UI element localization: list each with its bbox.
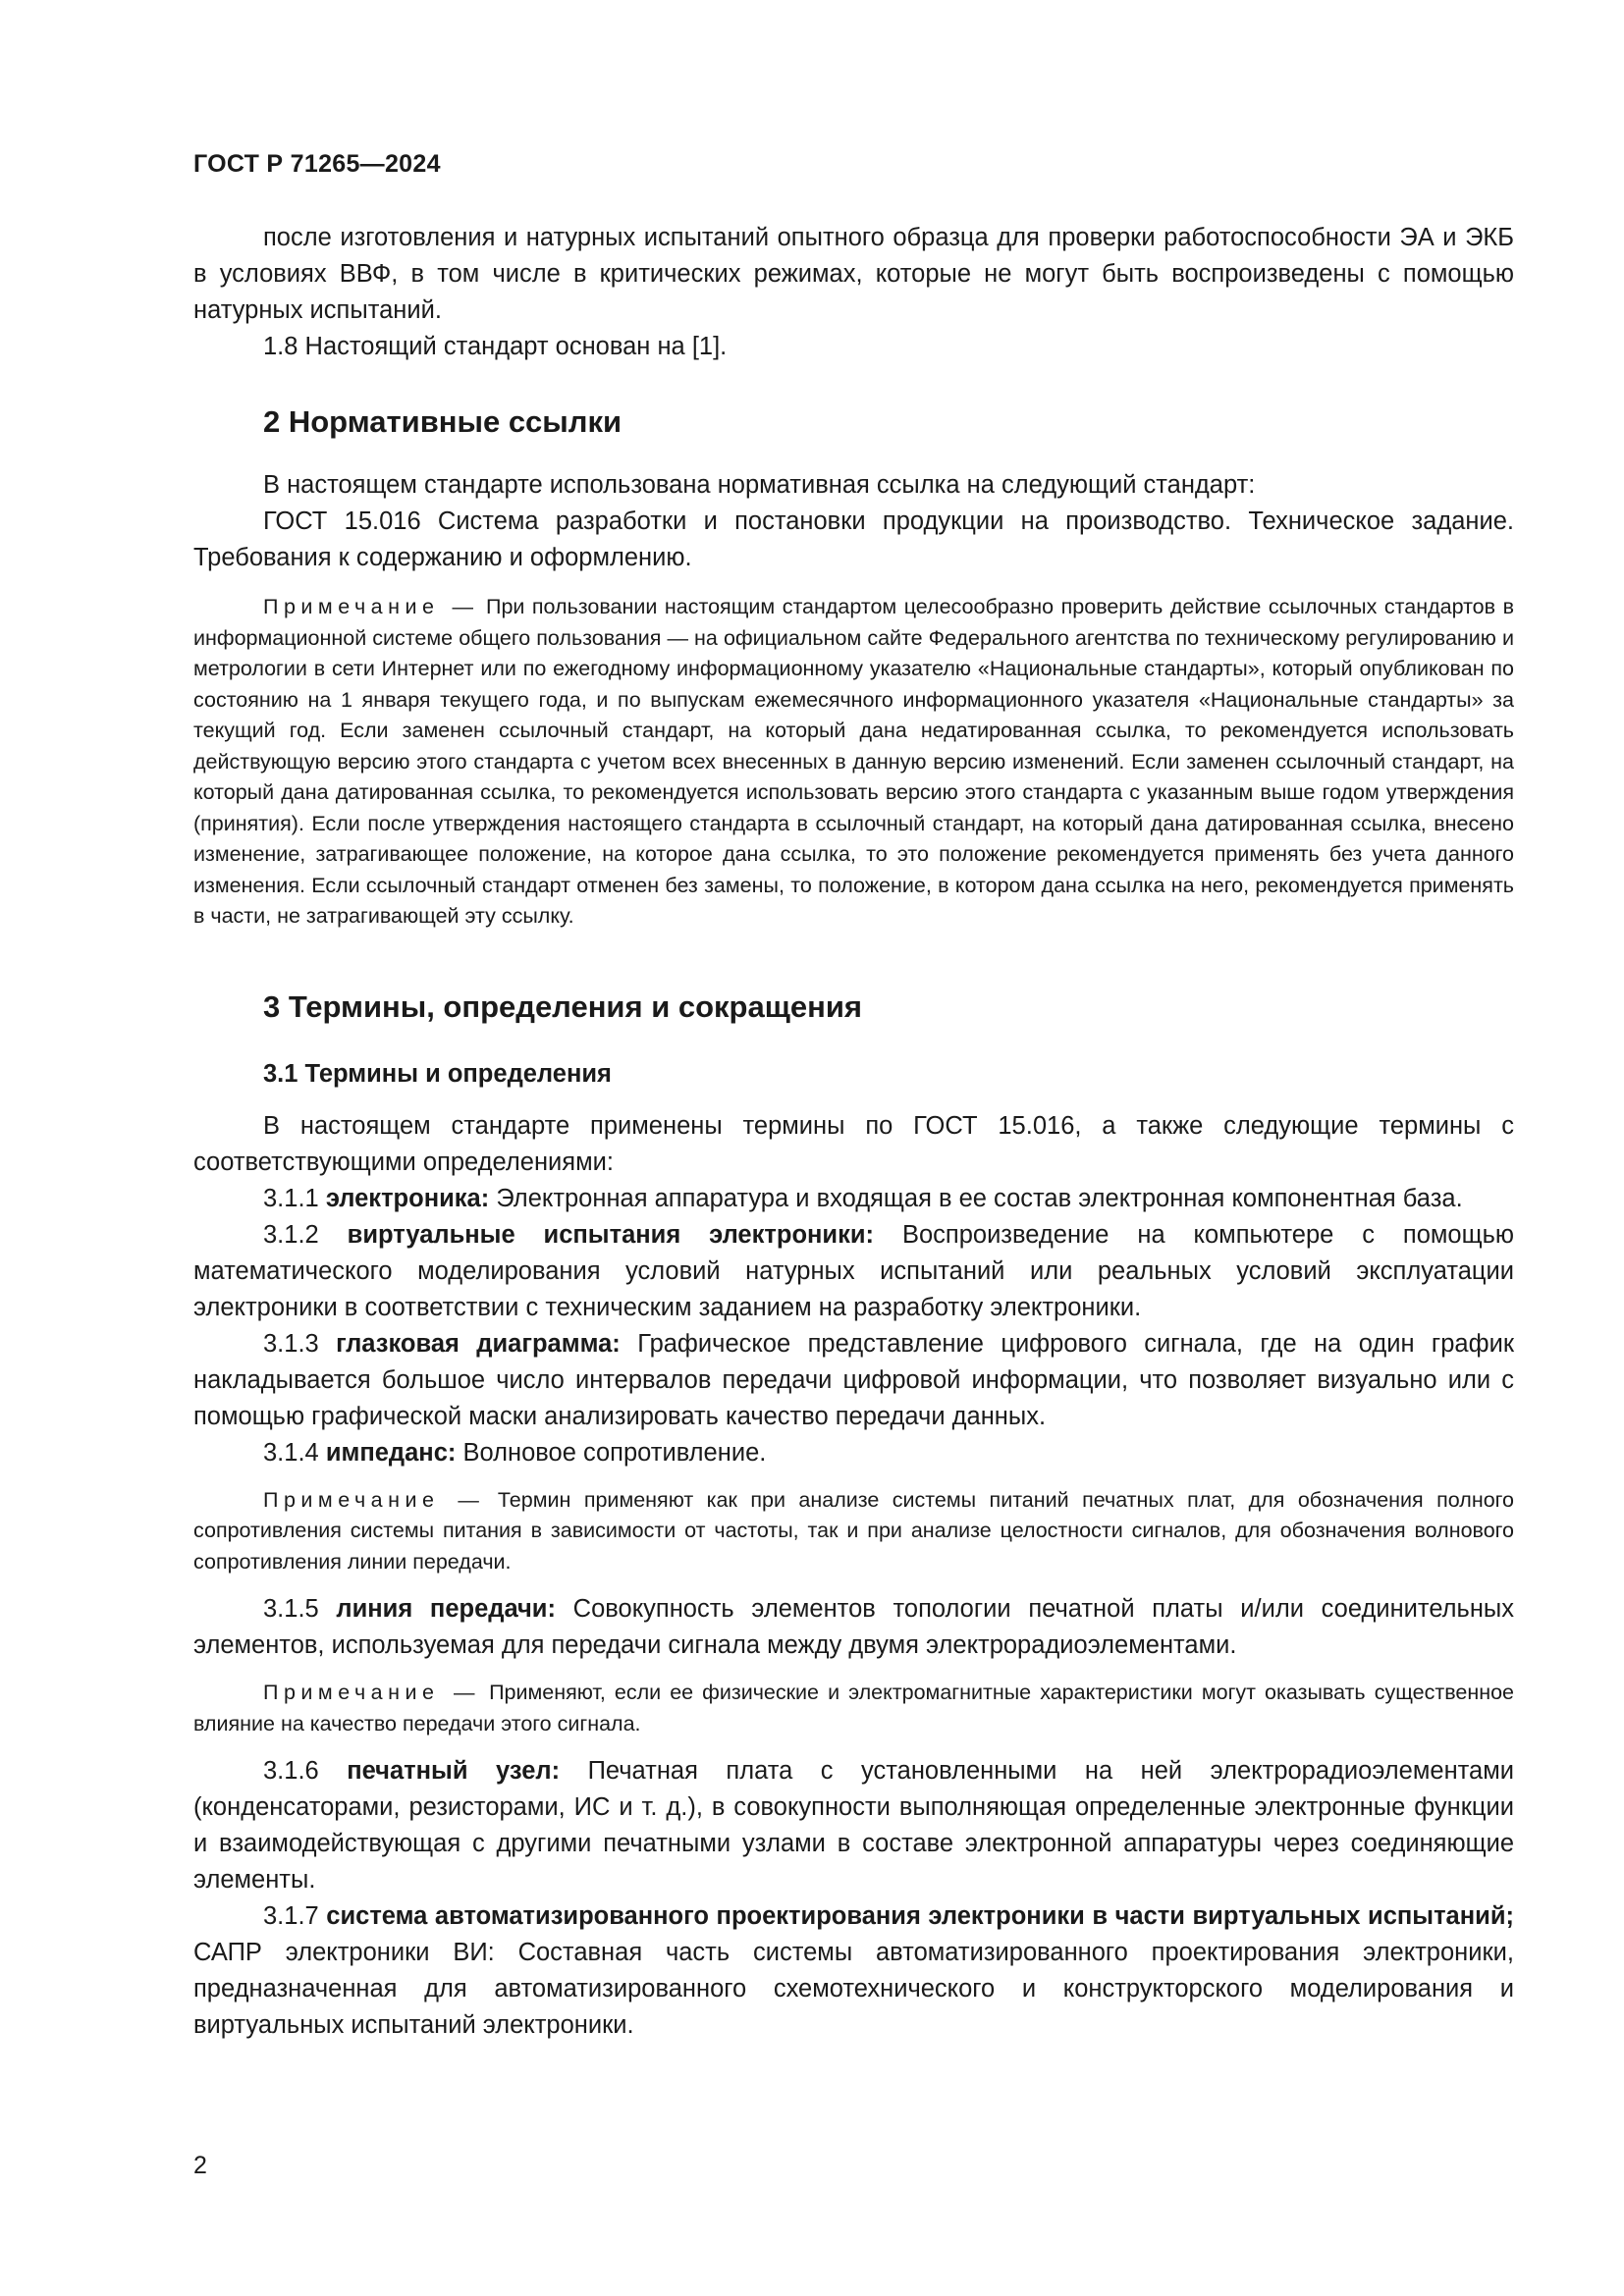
term-number: 3.1.5	[263, 1595, 319, 1623]
note-text: При пользовании настоящим стандартом целесообразно проверить действие ссылочных стандартов в информационной системе общего пользования — на официальном сайте Федерального агентства по техническому регулированию и метрологии в сети Интернет или по ежегодному информационному указателю «Национальные стандарты», который опубликован по состоянию на 1 января текущего года, и по выпускам ежемесячного информационного указателя «Национальные стандарты» за текущий год. Если заменен ссылочный стандарт, на который дана недатированная ссылка, то рекомендуется использовать действующую версию этого стандарта с учетом всех внесенных в данную версию изменений. Если заменен ссылочный стандарт, на который дана датированная ссылка, то рекомендуется использовать версию этого стандарта с указанным выше годом утверждения (принятия). Если после утверждения настоящего стандарта в ссылочный стандарт, на который дана датированная ссылка, внесено изменение, затрагивающее положение, на которое дана ссылка, то это положение рекомендуется применять без учета данного изменения. Если ссылочный стандарт отменен без замены, то положение, в котором дана ссылка на него, рекомендуется применять в части, не затрагивающей эту ссылку.	[193, 595, 1514, 928]
term-definition: Воспроизведение на компьютере с помощью математического моделирования условий натурных испытаний или реальных условий эксплуатации электроники в соответствии с техническим заданием на разработку электроники.	[193, 1220, 1514, 1321]
term-3-1-7	[193, 1898, 1514, 2044]
term-name: импеданс:	[325, 1438, 457, 1467]
section-2-heading: 2 Нормативные ссылки	[263, 404, 623, 439]
note-label: Примечание —	[263, 1487, 485, 1512]
term-name: печатный узел:	[347, 1757, 561, 1785]
term-definition: Совокупность элементов топологии печатной платы и/или соединительных элементов, используемая для передачи сигнала между двумя электрорадиоэлементами.	[193, 1595, 1514, 1659]
section-3-heading: 3 Термины, определения и сокращения	[263, 988, 862, 1024]
term-definition: Волновое сопротивление.	[462, 1438, 767, 1467]
term-number: 3.1.2	[263, 1220, 319, 1249]
term-definition: Графическое представление цифрового сигнала, где на один график накладывается большое число интервалов передачи цифровой информации, что позволяет визуально или с помощью графической маски анализировать качество передачи данных.	[193, 1329, 1514, 1430]
term-definition: САПР электроники ВИ: Составная часть системы автоматизированного проектирования электроники, предназначенная для автоматизированного схемотехнического и конструкторского моделирования и виртуальных испытаний электроники.	[193, 1939, 1514, 2039]
intro-paragraph: после изготовления и натурных испытаний опытного образца для проверки работоспособности ЭА и ЭКБ в условиях ВВФ, в том числе в критических режимах, которые не могут быть воспроизведены с помощью натурных испытаний.	[193, 224, 1514, 324]
term-definition: Печатная плата с установленными на ней электрорадиоэлементами (конденсаторами, резисторами, ИС и т. д.), в совокупности выполняющая определенные электронные функции и взаимодействующая с другими печатными узлами в составе электронной аппаратуры через соединяющие элементы.	[193, 1757, 1515, 1894]
term-definition: Электронная аппаратура и входящая в ее состав электронная компонентная база.	[496, 1184, 1463, 1212]
subsection-3-1-heading: 3.1 Термины и определения	[263, 1059, 612, 1088]
term-3-1-1	[193, 1181, 1514, 1217]
note-text: Термин применяют как при анализе системы питаний печатных плат, для обозначения полного сопротивления системы питания в зависимости от частоты, так и при анализе целостности сигналов, для обозначения волнового сопротивления линии передачи.	[193, 1487, 1514, 1574]
term-number: 3.1.4	[263, 1438, 319, 1467]
page-content	[193, 220, 1514, 2044]
note-normative-references	[193, 592, 1514, 933]
term-3-1-3	[193, 1326, 1514, 1435]
term-3-1-4	[193, 1435, 1514, 1471]
term-name: линия передачи:	[336, 1595, 556, 1623]
term-3-1-5	[193, 1591, 1514, 1664]
note-impedance	[193, 1485, 1514, 1578]
term-number: 3.1.7	[263, 1902, 319, 1930]
term-name: виртуальные испытания электроники:	[347, 1220, 875, 1249]
section-2-paragraph: В настоящем стандарте использована нормативная ссылка на следующий стандарт:	[263, 471, 1256, 499]
term-number: 3.1.6	[263, 1757, 319, 1785]
term-name: электроника:	[325, 1184, 490, 1212]
note-text: Применяют, если ее физические и электромагнитные характеристики могут оказывать существенное влияние на качество передачи этого сигнала.	[193, 1681, 1514, 1735]
document-header: ГОСТ Р 71265—2024	[193, 150, 441, 178]
page-number: 2	[193, 2152, 207, 2179]
terms-intro: В настоящем стандарте применены термины по ГОСТ 15.016, а также следующие термины с соответствующими определениями:	[193, 1111, 1514, 1176]
note-transmission-line	[193, 1678, 1514, 1739]
note-label: Примечание —	[263, 1681, 480, 1704]
note-label: Примечание —	[263, 595, 479, 618]
term-name: глазковая диаграмма:	[336, 1329, 621, 1358]
clause-1-8: 1.8 Настоящий стандарт основан на [1].	[263, 333, 728, 360]
normative-reference: ГОСТ 15.016 Система разработки и постановки продукции на производство. Техническое задание. Требования к содержанию и оформлению.	[193, 507, 1514, 571]
term-number: 3.1.1	[263, 1184, 319, 1212]
term-3-1-6	[193, 1753, 1514, 1898]
term-name: система автоматизированного проектирования электроники в части виртуальных испытаний;	[326, 1902, 1514, 1930]
term-3-1-2	[193, 1217, 1514, 1326]
term-number: 3.1.3	[263, 1329, 319, 1358]
document-page	[193, 0, 1514, 2296]
